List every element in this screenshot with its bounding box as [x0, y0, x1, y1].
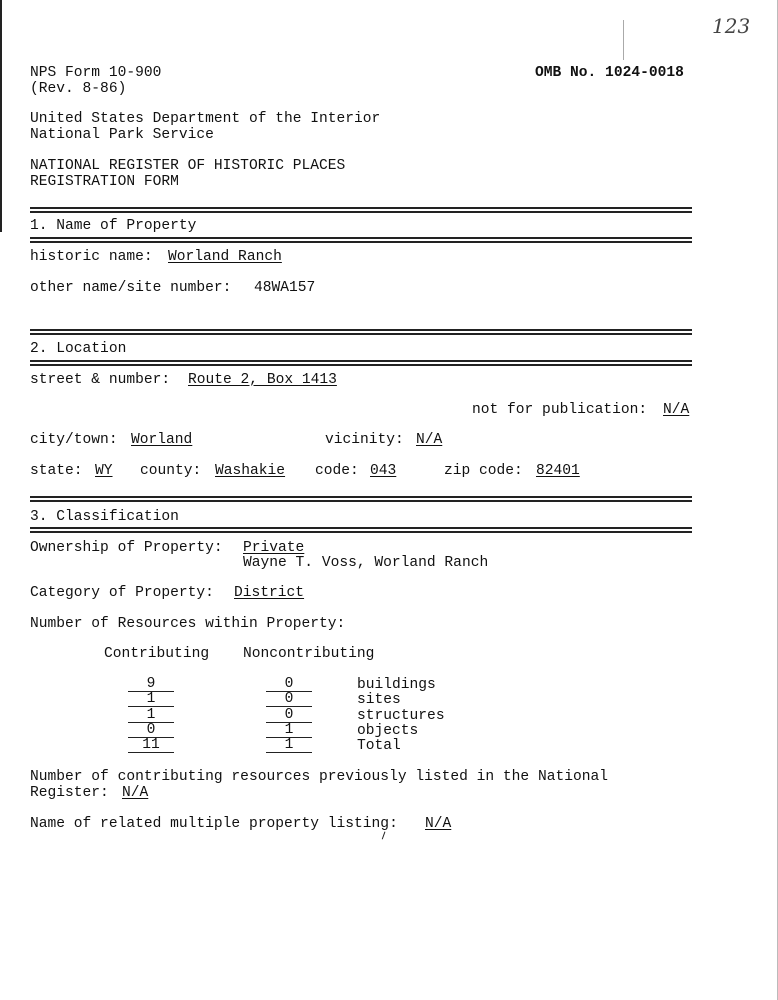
state-value: WY: [95, 463, 113, 479]
historic-name-label: historic name:: [30, 249, 153, 265]
not-for-publication-value: N/A: [663, 402, 690, 418]
noncontributing-count: 0: [266, 677, 312, 692]
section-heading-name: 1. Name of Property: [30, 218, 197, 234]
divider: [30, 237, 692, 243]
other-name-value: 48WA157: [254, 280, 316, 296]
scan-left-edge: [0, 0, 2, 232]
stray-mark: [382, 832, 388, 841]
vicinity-value: N/A: [416, 432, 443, 448]
code-label: code:: [315, 463, 359, 479]
contributing-count: 0: [128, 723, 174, 738]
omb-number: OMB No. 1024-0018: [535, 65, 684, 81]
vicinity-label: vicinity:: [325, 432, 404, 448]
register-title: NATIONAL REGISTER OF HISTORIC PLACES: [30, 158, 346, 174]
resource-type: objects: [357, 723, 419, 739]
resource-type: structures: [357, 708, 445, 724]
divider: [30, 496, 692, 502]
not-for-publication-label: not for publication:: [472, 402, 648, 418]
divider: [30, 207, 692, 213]
noncontributing-total: 1: [266, 738, 312, 753]
service: National Park Service: [30, 127, 214, 143]
previously-listed-line: Number of contributing resources previously listed in the National: [30, 769, 609, 785]
other-name-label: other name/site number:: [30, 280, 232, 296]
zip-label: zip code:: [444, 463, 523, 479]
form-number: NPS Form 10-900: [30, 65, 162, 81]
category-label: Category of Property:: [30, 585, 214, 601]
historic-name-value: Worland Ranch: [168, 249, 282, 265]
county-label: county:: [140, 463, 202, 479]
ownership-value: Private: [243, 540, 305, 556]
noncontributing-count: 0: [266, 708, 312, 723]
related-listing-value: N/A: [425, 816, 452, 832]
register-value: N/A: [122, 785, 149, 801]
owner-name: Wayne T. Voss, Worland Ranch: [243, 555, 489, 571]
resource-type: sites: [357, 692, 401, 708]
noncontributing-count: 0: [266, 692, 312, 707]
category-value: District: [234, 585, 305, 601]
section-heading-classification: 3. Classification: [30, 509, 179, 525]
section-heading-location: 2. Location: [30, 341, 127, 357]
department: United States Department of the Interior: [30, 111, 381, 127]
divider: [30, 360, 692, 366]
related-listing-label: Name of related multiple property listing:: [30, 816, 398, 832]
city-label: city/town:: [30, 432, 118, 448]
divider: [30, 527, 692, 533]
page-number-handwritten: 123: [712, 14, 751, 38]
contributing-total: 11: [128, 738, 174, 753]
ownership-label: Ownership of Property:: [30, 540, 223, 556]
form-revision: (Rev. 8-86): [30, 81, 127, 97]
register-label: Register:: [30, 785, 109, 801]
resource-type-total: Total: [357, 738, 401, 754]
contributing-count: 9: [128, 677, 174, 692]
state-label: state:: [30, 463, 83, 479]
scan-mark: [623, 20, 624, 60]
county-value: Washakie: [215, 463, 286, 479]
city-value: Worland: [131, 432, 193, 448]
street-label: street & number:: [30, 372, 171, 388]
resources-label: Number of Resources within Property:: [30, 616, 346, 632]
divider: [30, 329, 692, 335]
resource-type: buildings: [357, 677, 436, 693]
code-value: 043: [370, 463, 397, 479]
street-value: Route 2, Box 1413: [188, 372, 337, 388]
column-header-contributing: Contributing: [104, 646, 210, 662]
zip-value: 82401: [536, 463, 580, 479]
column-header-noncontributing: Noncontributing: [243, 646, 375, 662]
contributing-count: 1: [128, 708, 174, 723]
noncontributing-count: 1: [266, 723, 312, 738]
form-type: REGISTRATION FORM: [30, 174, 179, 190]
contributing-count: 1: [128, 692, 174, 707]
